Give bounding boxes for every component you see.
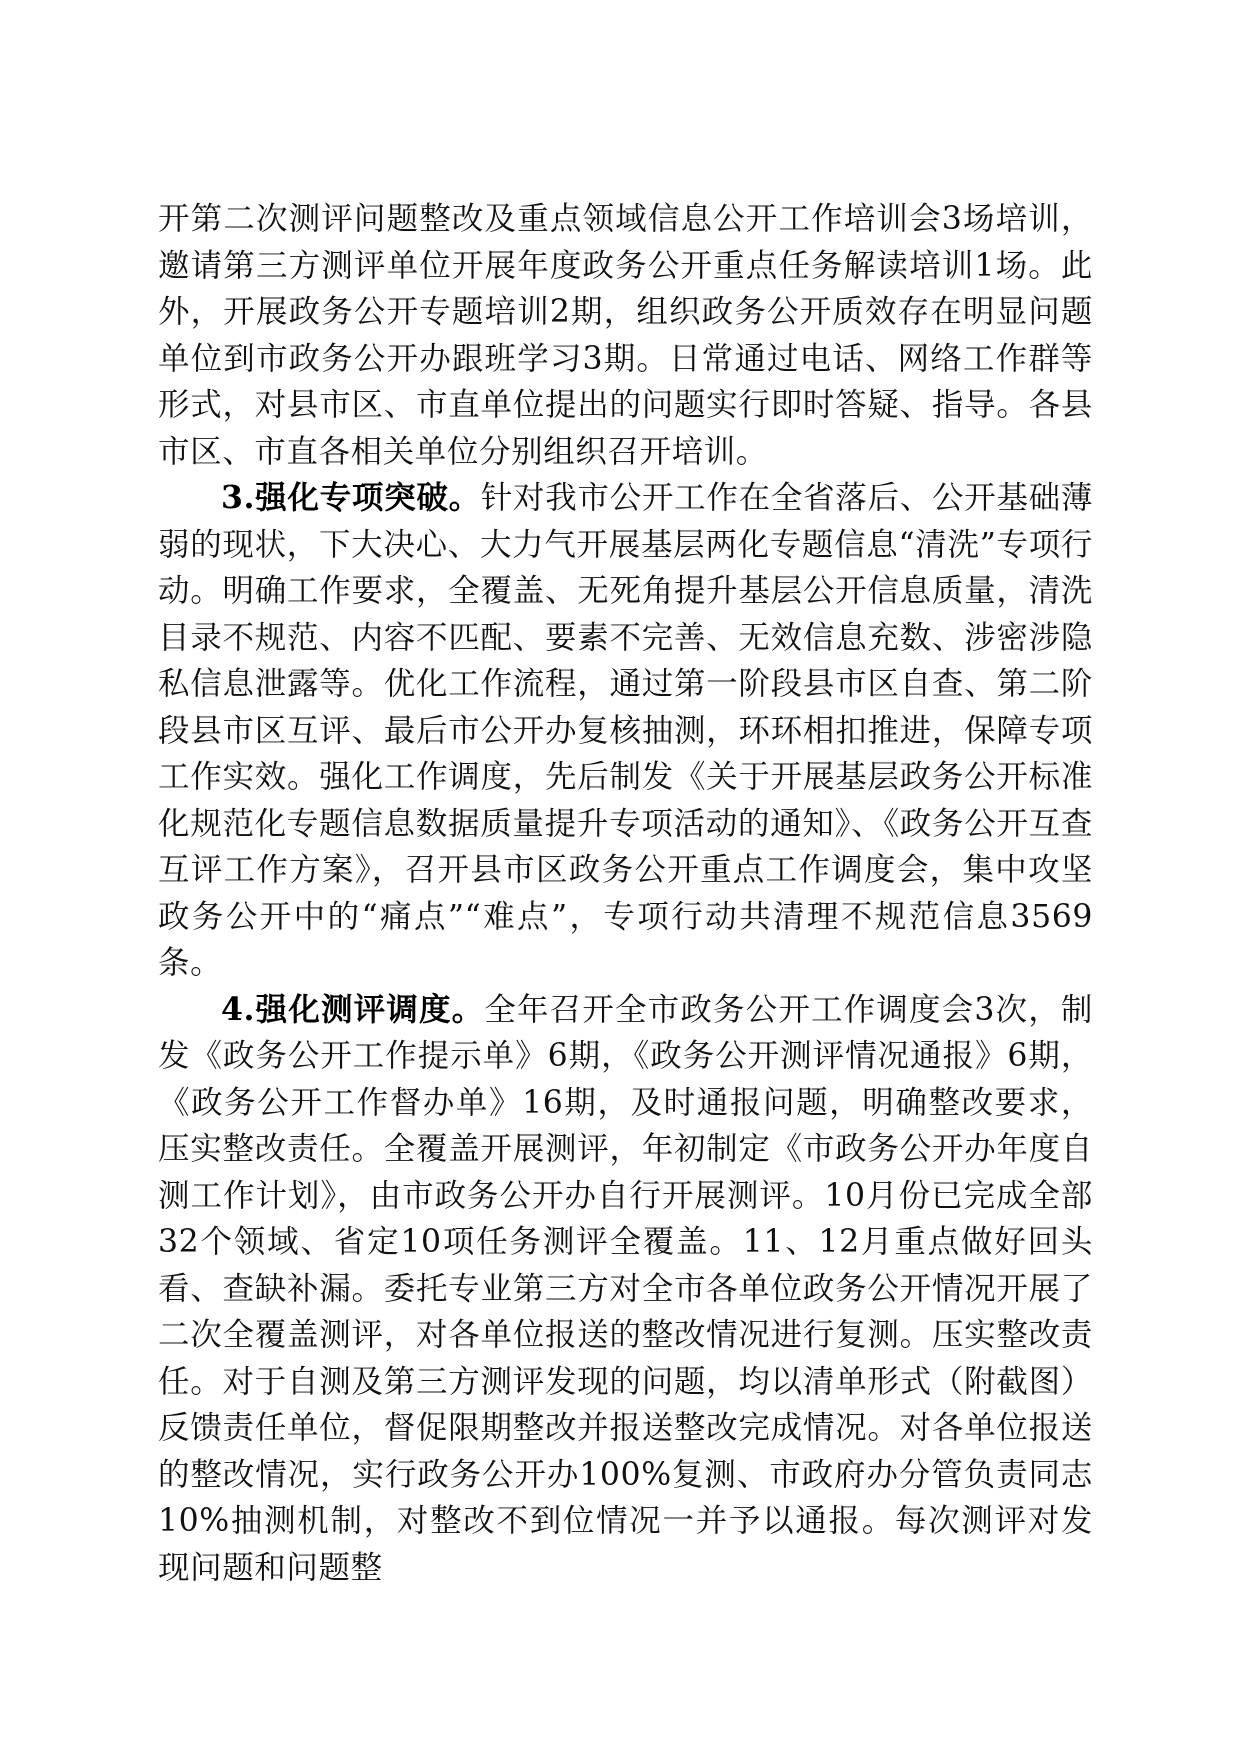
paragraph-text: 全年召开全市政务公开工作调度会3次，制发《政务公开工作提示单》6期，《政务公开测评情况通报》6期，《政务公开工作督办单》16期，及时通报问题，明确整改要求，压实整改责任。全覆盖开展测评，年初制定《市政务公开办年度自测工作计划》，由市政务公开办自行开展测评。10月份已完成全部32个领域、省定10项任务测评全覆盖。11、12月重点做好回头看、查缺补漏。委托专业第三方对全市各单位政务公开情况开展了二次全覆盖测评，对各单位报送的整改情况进行复测。压实整改责任。对于自测及第三方测评发现的问题，均以清单形式（附截图）反馈责任单位，督促限期整改并报送整改完成情况。对各单位报送的整改情况，实行政务公开办100%复测、市政府办分管负责同志10%抽测机制，对整改不到位情况一并予以通报。每次测评对发现问题和问题整 bbox=[158, 991, 1093, 1586]
paragraph-text: 开第二次测评问题整改及重点领域信息公开工作培训会3场培训，邀请第三方测评单位开展年度政务公开重点任务解读培训1场。此外，开展政务公开专题培训2期，组织政务公开质效存在明显问题单位到市政务公开办跟班学习3期。日常通过电话、网络工作群等形式，对县市区、市直单位提出的问题实行即时答疑、指导。各县市区、市直各相关单位分别组织召开培训。 bbox=[158, 201, 1093, 470]
section-heading-special-breakthrough: 3.强化专项突破。 bbox=[221, 479, 481, 516]
document-body bbox=[158, 196, 1093, 1591]
section-heading-evaluation-dispatch: 4.强化测评调度。 bbox=[221, 990, 485, 1028]
paragraph-evaluation-dispatch bbox=[158, 987, 1093, 1592]
paragraph-text: 针对我市公开工作在全省落后、公开基础薄弱的现状，下大决心、大力气开展基层两化专题信息“清洗”专项行动。明确工作要求，全覆盖、无死角提升基层公开信息质量，清洗目录不规范、内容不匹配、要素不完善、无效信息充数、涉密涉隐私信息泄露等。优化工作流程，通过第一阶段县市区自查、第二阶段县市区互评、最后市公开办复核抽测，环环相扣推进，保障专项工作实效。强化工作调度，先后制发《关于开展基层政务公开标准化规范化专题信息数据质量提升专项活动的通知》、《政务公开互查互评工作方案》，召开县市区政务公开重点工作调度会，集中攻坚政务公开中的“痛点”“难点”，专项行动共清理不规范信息3569条。 bbox=[158, 480, 1093, 981]
paragraph-training-continued bbox=[158, 196, 1093, 475]
paragraph-special-breakthrough bbox=[158, 475, 1093, 987]
